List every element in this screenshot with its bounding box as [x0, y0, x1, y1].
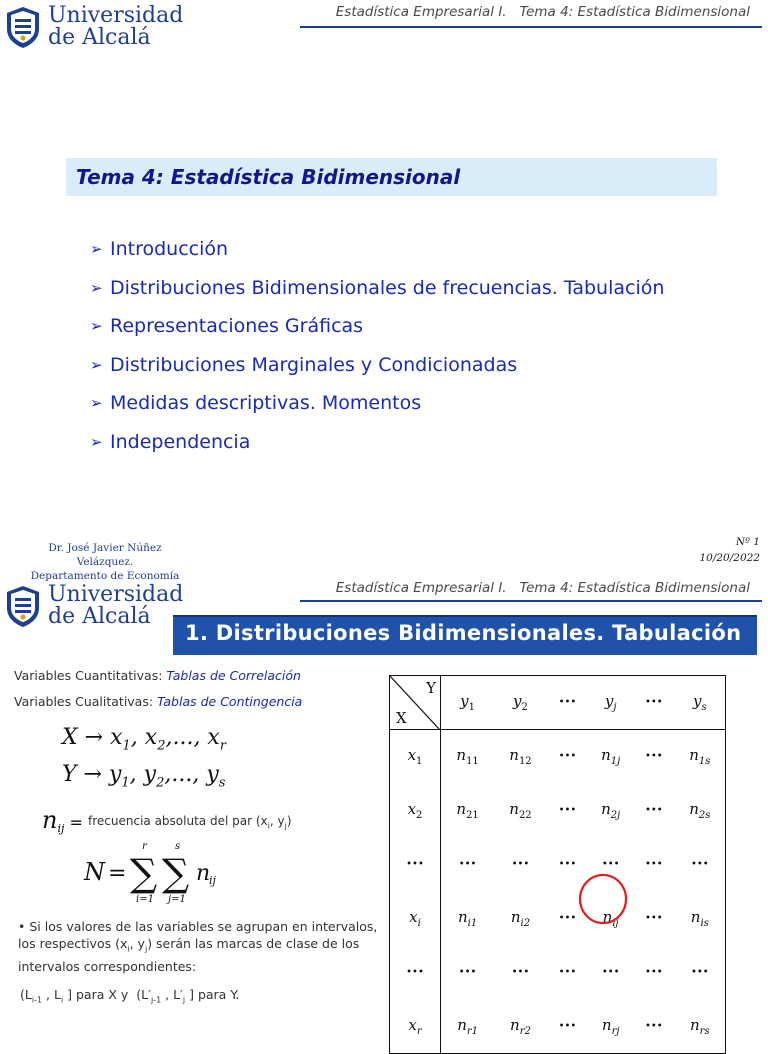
corner-y-label: Y: [426, 679, 436, 697]
arrow-bullet-icon: ➢: [90, 278, 103, 297]
row-label-cell: $x_r$: [390, 1000, 441, 1054]
header-course-title-2: [336, 580, 750, 596]
table-cell: •••: [458, 859, 477, 870]
table-row: [390, 892, 726, 946]
table-cell: $n_{rj}$: [588, 1000, 633, 1054]
topic-item: ➢ Distribuciones Bidimensionales de frecuencias. Tabulación: [90, 269, 664, 308]
nij-definition: $n_{ij}$ = frecuencia absoluta del par ($x_i$, $y_j$): [42, 806, 292, 836]
header-underline-2: [300, 600, 762, 602]
topic-name: Tema 4: Estadística Bidimensional: [519, 4, 750, 20]
university-name-line2: de Alcalá: [48, 25, 151, 50]
column-header: $y_s$: [675, 676, 726, 730]
table-cell: •••: [558, 859, 577, 870]
footer-page-block: [699, 534, 760, 566]
table-cell: •••: [645, 751, 663, 763]
corner-x-label: X: [396, 709, 407, 727]
svg-text:s: s: [175, 841, 181, 852]
slide-title-bar: [66, 158, 717, 196]
table-cell: $n_{i2}$: [510, 908, 531, 929]
arrow-bullet-icon: ➢: [90, 394, 103, 413]
svg-text:∑: ∑: [130, 851, 158, 895]
table-cell: •••: [645, 913, 663, 924]
column-header: $y_2$: [494, 676, 547, 730]
topic-item: ➢ Independencia: [90, 423, 664, 462]
university-crest-icon: [4, 5, 42, 49]
quantitative-variables-line: Variables Cuantitativas: Tablas de Correlación: [14, 668, 301, 683]
table-cell: $n_{12}$: [509, 746, 532, 768]
table-cell: •••: [645, 967, 663, 978]
row-label-cell: $x_2$: [390, 784, 441, 838]
topic-item: ➢ Medidas descriptivas. Momentos: [90, 384, 664, 423]
table-cell: •••: [558, 751, 577, 763]
y-values-formula: $Y \to y_1$, $y_2$,..., $y_s$: [62, 762, 226, 791]
table-cell: •••: [558, 967, 577, 978]
svg-text:n: n: [196, 861, 211, 886]
section-title: 1. Distribuciones Bidimensionales. Tabulación: [185, 621, 742, 645]
section-title-bar: [173, 615, 757, 655]
table-cell: •••: [675, 838, 726, 892]
svg-text:r: r: [142, 841, 147, 852]
row-label-cell: •••: [390, 946, 441, 1000]
table-cell: •••: [511, 859, 530, 870]
topic-name: Tema 4: Estadística Bidimensional: [519, 580, 750, 596]
column-header: $y_j$: [588, 676, 633, 730]
table-cell: •••: [675, 946, 726, 1000]
x-values-formula: $X \to x_1$, $x_2$,..., $x_r$: [62, 725, 227, 754]
table-cell: •••: [601, 967, 620, 978]
course-name: Estadística Empresarial I.: [335, 4, 507, 20]
table-cell: •••: [458, 967, 477, 978]
slide-title: Tema 4: Estadística Bidimensional: [76, 165, 461, 189]
slide-date: 10/20/2022: [699, 552, 760, 564]
topic-item: ➢ Distribuciones Marginales y Condicionadas: [90, 346, 664, 385]
table-cell: $n_{2s}$: [675, 784, 726, 838]
arrow-bullet-icon: ➢: [90, 240, 103, 258]
table-cell: •••: [633, 1000, 675, 1054]
university-logo-2: [4, 584, 183, 628]
table-cell: $n_{r1}$: [441, 1000, 495, 1054]
svg-text:ij: ij: [209, 874, 216, 887]
table-cell: $n_{11}$: [456, 746, 479, 768]
svg-text:=: =: [108, 861, 127, 886]
table-cell: $n_{ij}$: [602, 908, 619, 929]
table-cell: $n_{1j}$: [601, 746, 621, 768]
table-cell: $n_{is}$: [675, 892, 726, 946]
topic-item: ➢ Representaciones Gráficas: [90, 307, 664, 346]
intervals-note: • Si los valores de las variables se agrupan en intervalos, los respectivos ($x_i$, $y_j$) serán las marcas de clase de los intervalos correspondientes:: [18, 919, 378, 974]
column-header: •••: [547, 676, 589, 730]
qualitative-variables-line: Variables Cualitativas: Tablas de Contingencia: [14, 694, 303, 709]
interval-notation: ($L_{i-1}$ , $L_i$ ] para X y ($L'_{j-1}$ , $L'_j$ ] para Y.: [20, 987, 240, 1005]
arrow-bullet-icon: ➢: [90, 317, 103, 336]
university-logo: [4, 5, 183, 49]
table-cell: $n_{21}$: [456, 800, 479, 821]
row-label-cell: $x_1$: [390, 730, 441, 784]
svg-text:i=1: i=1: [136, 894, 154, 905]
table-cell: •••: [558, 805, 577, 816]
table-cell: $n_{r2}$: [494, 1000, 547, 1054]
table-cell: •••: [511, 967, 530, 978]
table-cell: $n_{1s}$: [675, 730, 726, 784]
university-name-line1: Universidad: [48, 582, 184, 607]
topic-list: [90, 230, 664, 462]
table-row: [390, 838, 726, 892]
table-cell: $n_{i1}$: [457, 908, 478, 929]
total-sum-formula-icon: [78, 838, 248, 906]
table-row: [390, 730, 726, 784]
arrow-bullet-icon: ➢: [90, 432, 103, 451]
table-header-row: [390, 676, 726, 730]
table-cell: •••: [547, 1000, 589, 1054]
row-label-cell: •••: [390, 838, 441, 892]
svg-text:j=1: j=1: [168, 894, 186, 905]
university-crest-icon: [4, 584, 42, 628]
header-underline: [300, 26, 762, 28]
university-name-line1: Universidad: [48, 3, 184, 28]
table-row: [390, 946, 726, 1000]
footer-author-block: [20, 541, 190, 583]
course-name: Estadística Empresarial I.: [335, 580, 507, 596]
table-cell: •••: [645, 859, 663, 870]
table-row: [390, 1000, 726, 1054]
header-course-title: [336, 4, 750, 20]
page-number: Nº 1: [735, 536, 760, 548]
table-cell: $n_{rs}$: [675, 1000, 726, 1054]
highlight-circle-icon: [577, 872, 629, 926]
column-header: $y_1$: [441, 676, 495, 730]
svg-text:N: N: [84, 858, 105, 886]
table-cell: •••: [601, 859, 620, 870]
table-body: [390, 730, 726, 1054]
table-row: [390, 784, 726, 838]
column-header: •••: [633, 676, 675, 730]
row-label-cell: $x_i$: [390, 892, 441, 946]
table-cell: •••: [645, 805, 663, 816]
table-cell: $n_{2j}$: [601, 800, 621, 821]
department-name: Departamento de Economía: [30, 570, 180, 582]
bivariate-frequency-table: [389, 675, 726, 1054]
topic-item: ➢ Introducción: [90, 230, 664, 269]
table-cell: $n_{22}$: [509, 800, 532, 821]
arrow-bullet-icon: ➢: [90, 355, 103, 374]
table-cell: •••: [558, 913, 577, 924]
svg-text:∑: ∑: [162, 851, 190, 895]
university-name-line2: de Alcalá: [48, 604, 151, 629]
author-name: Dr. José Javier Núñez Velázquez.: [48, 542, 162, 568]
table-corner-cell: [390, 676, 441, 730]
